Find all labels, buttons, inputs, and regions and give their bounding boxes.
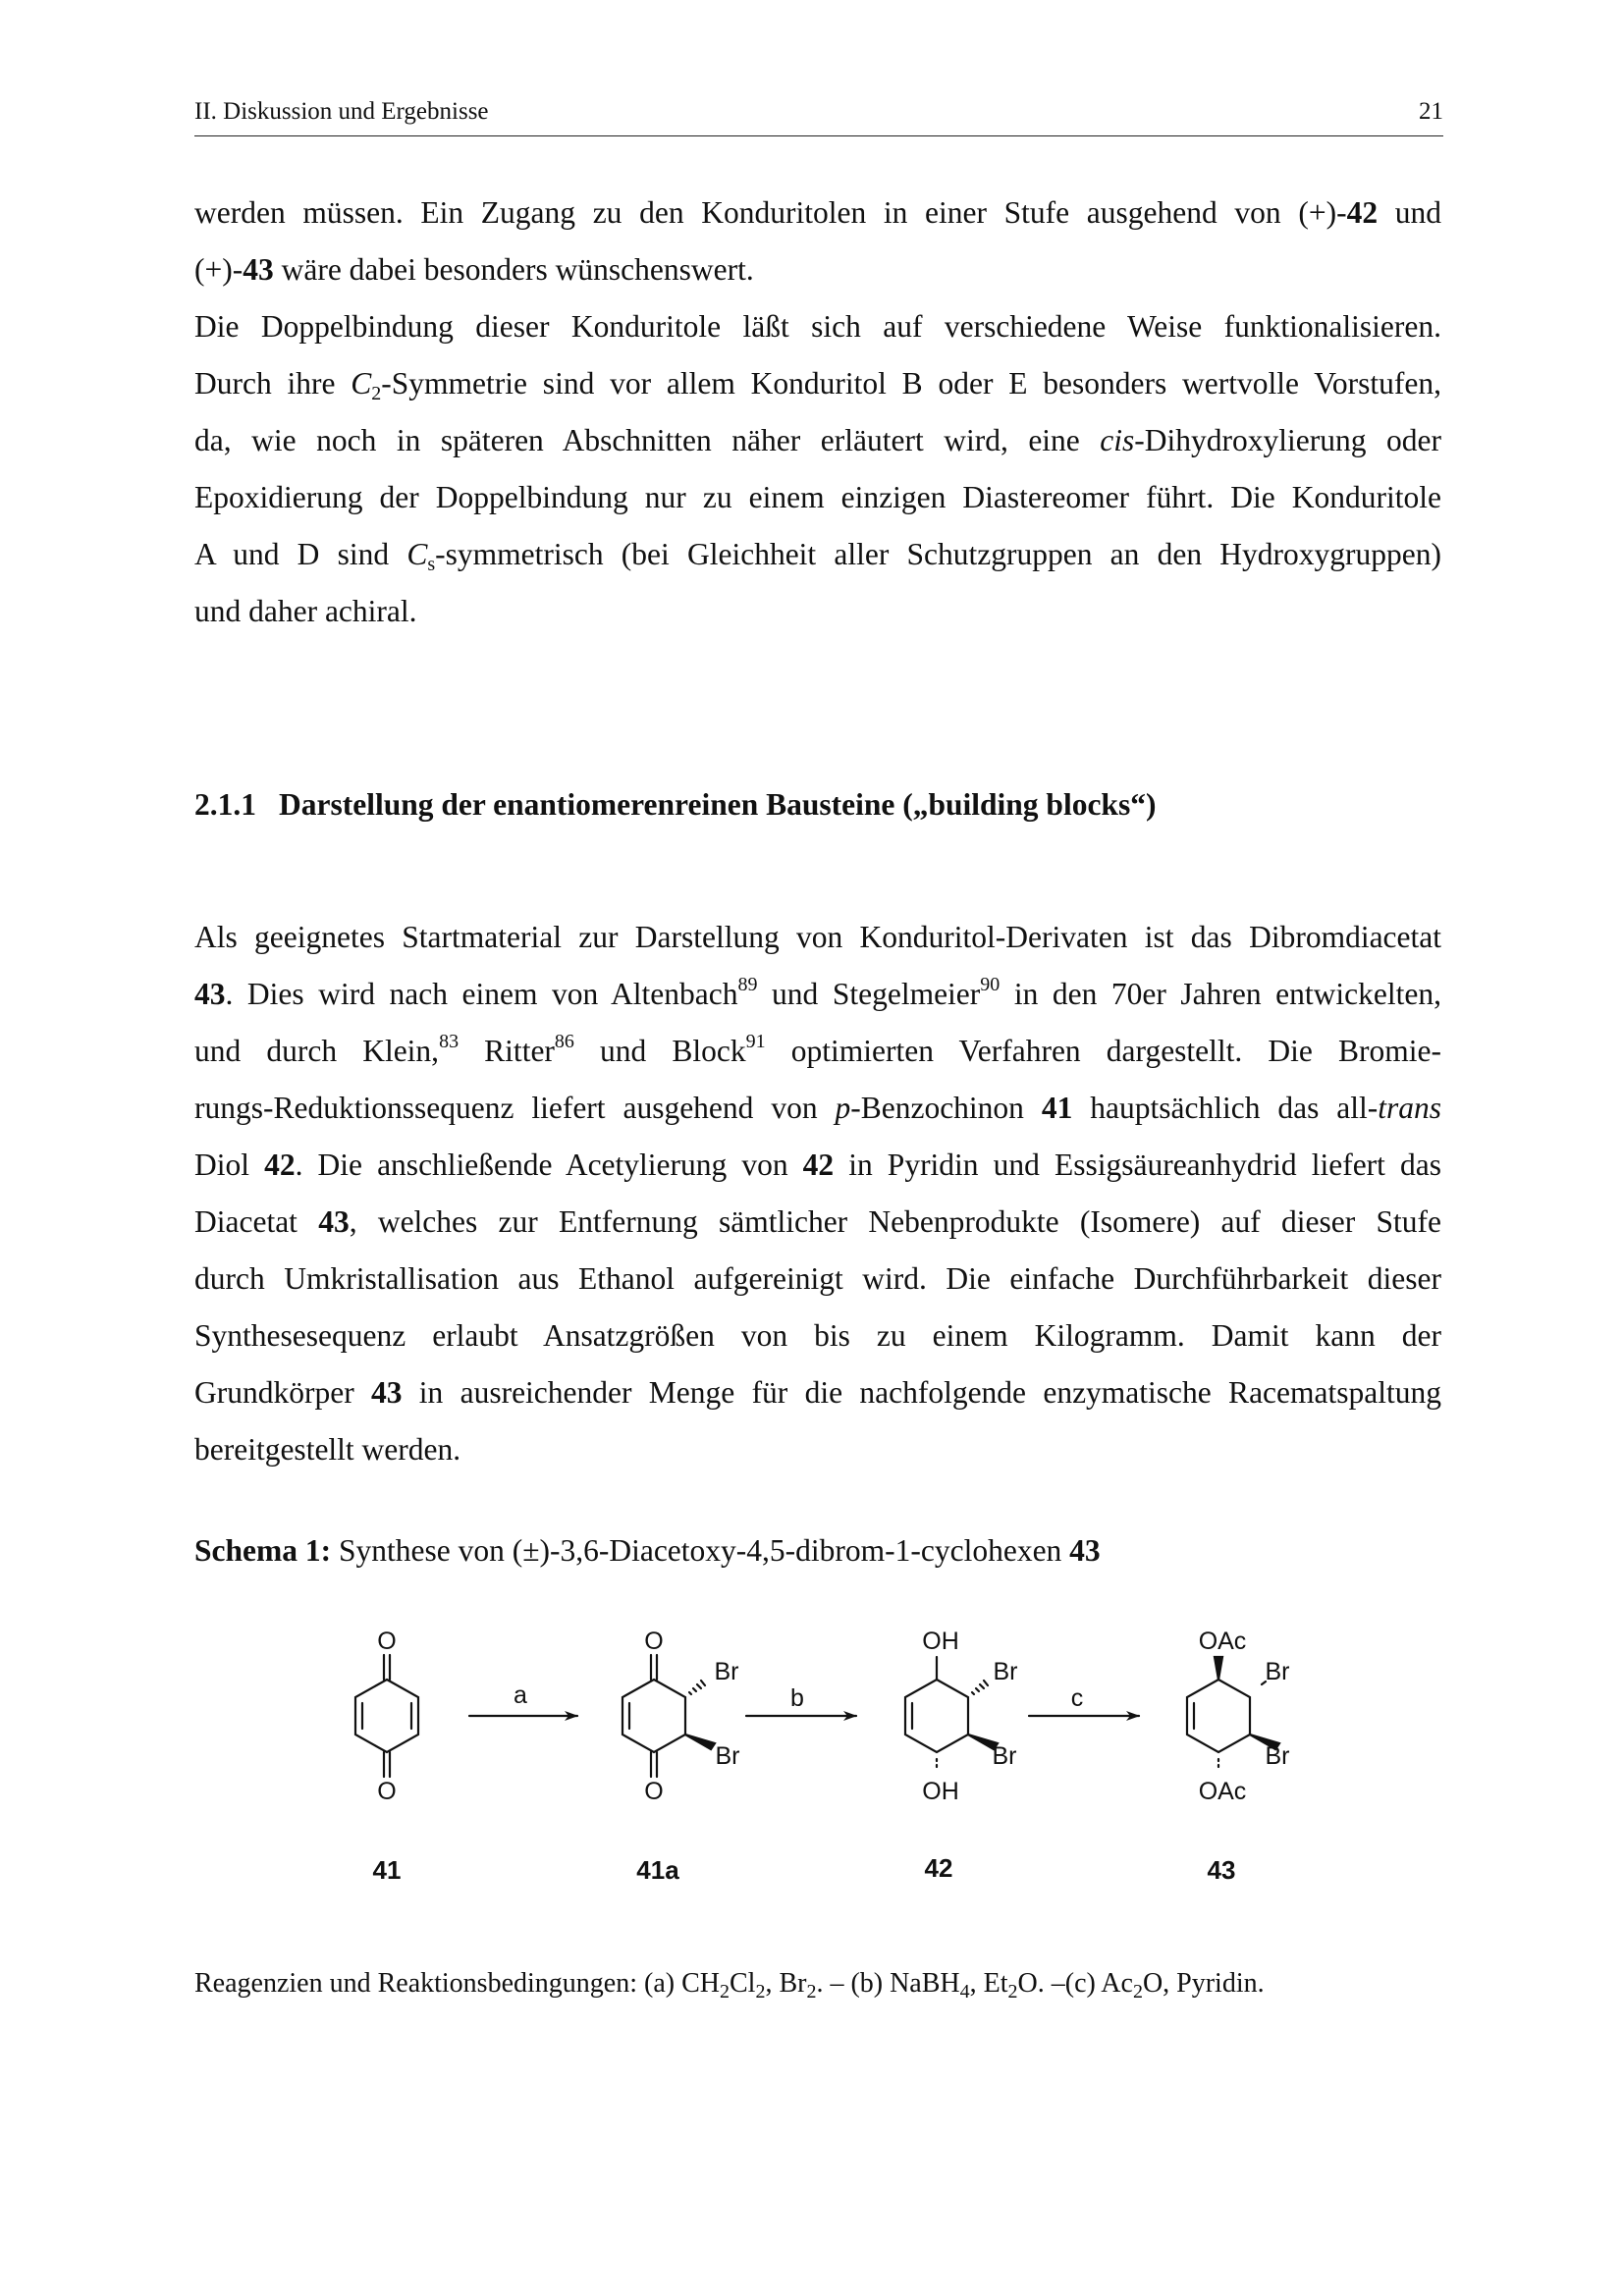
text-line: Epoxidierung der Doppelbindung nur zu einem einzigen Diastereomer führt. Die Konduritole: [194, 480, 1441, 514]
text-line: Als geeignetes Startmaterial zur Darstellung von Konduritol-Derivaten ist das Dibromdiacetat: [194, 920, 1441, 954]
section-heading: [194, 787, 1156, 823]
reference: 86: [554, 1031, 574, 1052]
atom-label: OAc: [1198, 1778, 1247, 1805]
reference: 91: [745, 1031, 766, 1052]
structure-41: [355, 1655, 418, 1777]
atom-label: Br: [1265, 1742, 1290, 1770]
arrow-label: c: [1070, 1684, 1084, 1712]
text-line: Durch ihre $C_2$-Symmetrie sind vor allem Konduritol B oder E besonders wertvolle Vorstufen,: [194, 366, 1441, 404]
atom-label: Br: [715, 1742, 740, 1770]
reference: 83: [439, 1031, 460, 1052]
atom-label: O: [644, 1628, 664, 1655]
atom-label: O: [377, 1628, 397, 1655]
schema-caption: Schema 1: Synthese von (±)-3,6-Diacetoxy-4,5-dibrom-1-cyclohexen 43: [194, 1533, 1101, 1568]
text-line: Grundkörper 43 in ausreichender Menge für die nachfolgende enzymatische Racematspaltung: [194, 1375, 1441, 1410]
compound-number: 41a: [636, 1855, 679, 1885]
atom-label: Br: [1265, 1658, 1290, 1685]
text-line: durch Umkristallisation aus Ethanol aufgereinigt wird. Die einfache Durchführbarkeit dieser: [194, 1261, 1441, 1296]
schema-label: Schema 1:: [194, 1533, 332, 1568]
atom-label: Br: [714, 1658, 739, 1685]
reference: 90: [980, 974, 1001, 995]
structure-41a: [622, 1655, 715, 1777]
section-title: Darstellung der enantiomerenreinen Bausteine („building blocks“): [279, 787, 1157, 822]
text-line: da, wie noch in späteren Abschnitten näher erläutert wird, eine cis-Dihydroxylierung oder: [194, 423, 1441, 457]
text-line: Die Doppelbindung dieser Konduritole läßt sich auf verschiedene Weise funktionalisieren.: [194, 309, 1441, 344]
reaction-scheme: [295, 1610, 1394, 1904]
compound-number: 43: [1207, 1855, 1236, 1885]
intro-paragraph: [194, 185, 1441, 640]
arrow-label: b: [790, 1684, 804, 1712]
section-number: 2.1.1: [194, 787, 256, 822]
atom-label: Br: [993, 1658, 1018, 1685]
text-line: 43. Dies wird nach einem von Altenbach$^{89}$ und Stegelmeier$^{90}$ in den 70er Jahren entwickelten,: [194, 974, 1441, 1011]
structure-42: [905, 1657, 998, 1767]
atom-label: O: [377, 1778, 397, 1805]
text-line: und durch Klein,$^{83}$ Ritter$^{86}$ und Block$^{91}$ optimierten Verfahren dargestellt. Die Bromie-: [194, 1031, 1441, 1068]
running-header: [194, 96, 1443, 136]
arrow-label: a: [514, 1682, 527, 1709]
atom-label: OH: [922, 1778, 959, 1805]
atom-label: O: [644, 1778, 664, 1805]
text-line: (+)-43 wäre dabei besonders wünschenswert.: [194, 252, 754, 287]
text-line: Diacetat 43, welches zur Entfernung sämtlicher Nebenprodukte (Isomere) auf dieser Stufe: [194, 1204, 1441, 1239]
body-paragraph: [194, 909, 1441, 1478]
atom-label: OAc: [1198, 1628, 1247, 1655]
text-line: rungs-Reduktionssequenz liefert ausgehend von p-Benzochinon 41 hauptsächlich das all-trans: [194, 1091, 1442, 1125]
atom-label: OH: [922, 1628, 959, 1655]
reference: 89: [737, 974, 758, 995]
text-line: und daher achiral.: [194, 594, 417, 628]
reagents-conditions: Reagenzien und Reaktionsbedingungen: (a) $CH_2Cl_2$, $Br_2$. – (b) NaBH$_4$, $Et_2O$. –(c) $Ac_2O$, Pyridin.: [194, 1968, 1265, 2002]
text-line: Synthesesequenz erlaubt Ansatzgrößen von bis zu einem Kilogramm. Damit kann der: [194, 1318, 1441, 1353]
text-line: Diol 42. Die anschließende Acetylierung von 42 in Pyridin und Essigsäureanhydrid liefert das: [194, 1148, 1441, 1182]
text-line: A und D sind $C_s$-symmetrisch (bei Gleichheit aller Schutzgruppen an den Hydroxygruppen): [194, 537, 1441, 575]
page-number: 21: [1419, 98, 1443, 125]
atom-label: Br: [992, 1742, 1017, 1770]
text-line: bereitgestellt werden.: [194, 1432, 461, 1467]
text-line: werden müssen. Ein Zugang zu den Konduritolen in einer Stufe ausgehend von (+)-42 und: [194, 195, 1441, 230]
compound-number: 42: [924, 1853, 953, 1883]
chapter-title: II. Diskussion und Ergebnisse: [194, 98, 489, 125]
compound-number: 41: [372, 1855, 402, 1885]
